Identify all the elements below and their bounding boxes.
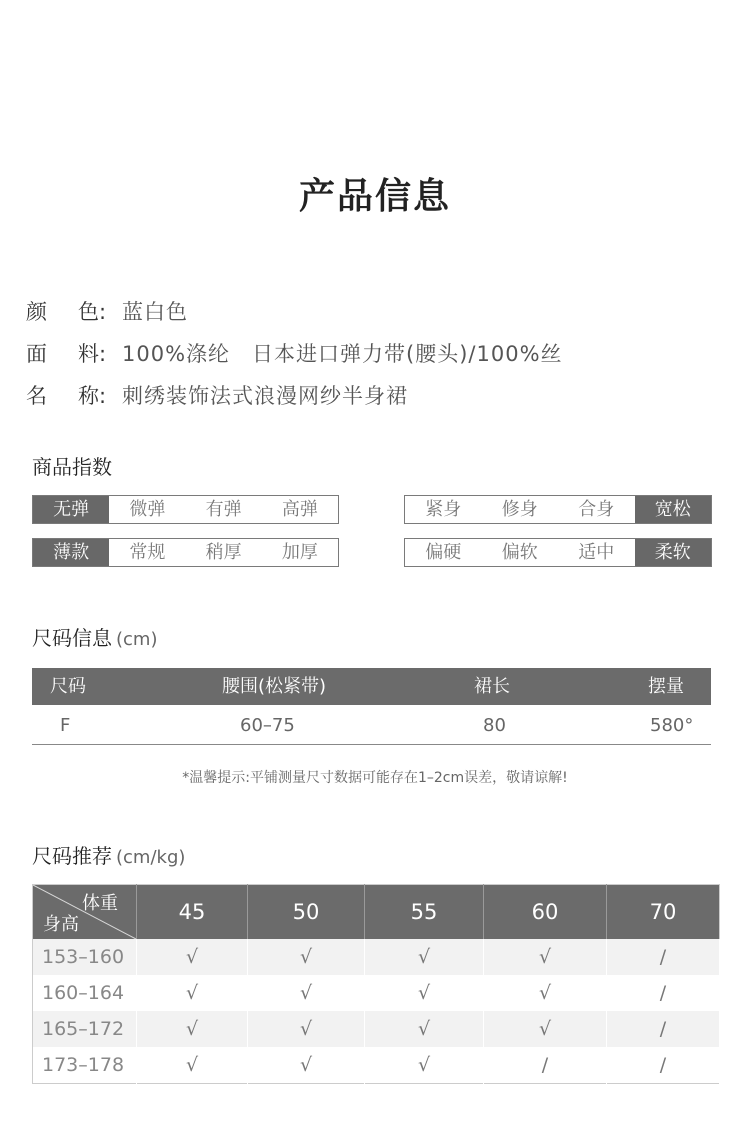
mark-cell: /	[607, 1047, 720, 1084]
size-header-cell: 裙长	[474, 676, 510, 697]
info-value: 蓝白色	[122, 300, 188, 324]
size-table-row	[32, 708, 711, 745]
height-cell: 153–160	[33, 939, 137, 975]
mark-cell: /	[607, 1011, 720, 1047]
index-cell: 宽松	[635, 496, 712, 523]
size-section-title	[32, 622, 157, 651]
fit-scale	[404, 495, 712, 524]
index-cell: 常规	[129, 542, 166, 563]
index-section-title: 商品指数	[32, 455, 112, 479]
index-cell: 偏硬	[425, 542, 462, 563]
index-cell: 有弹	[205, 499, 242, 520]
size-cell: F	[60, 715, 71, 736]
mark-cell: √	[484, 939, 607, 975]
table-row	[33, 939, 720, 975]
info-value: 刺绣装饰法式浪漫网纱半身裙	[122, 384, 408, 408]
mark-cell: √	[137, 975, 248, 1011]
info-label-char: 面	[26, 342, 47, 366]
weight-header: 45	[137, 885, 248, 940]
size-section-unit: (cm)	[116, 629, 158, 650]
mark-cell: √	[137, 1011, 248, 1047]
mark-cell: /	[484, 1047, 607, 1084]
mark-cell: √	[248, 939, 365, 975]
info-label-char: 料	[78, 342, 99, 366]
measurement-note: *温馨提示:平铺测量尺寸数据可能存在1–2cm误差，敬请谅解!	[182, 770, 568, 786]
recommend-section-title	[32, 840, 185, 869]
size-header-cell: 腰围(松紧带)	[222, 676, 327, 697]
page-title: 产品信息	[298, 176, 451, 217]
size-header-cell: 尺码	[50, 676, 86, 697]
mark-cell: /	[607, 939, 720, 975]
recommend-section-label: 尺码推荐	[32, 844, 112, 868]
weight-header: 70	[607, 885, 720, 940]
index-cell: 适中	[578, 542, 615, 563]
info-label-char: 名	[26, 384, 47, 408]
mark-cell: √	[248, 975, 365, 1011]
index-cell: 紧身	[425, 499, 462, 520]
index-cell: 加厚	[281, 542, 318, 563]
mark-cell: √	[365, 939, 484, 975]
weight-label: 体重	[82, 893, 118, 914]
elasticity-scale	[32, 495, 339, 524]
index-cell: 合身	[578, 499, 615, 520]
weight-header: 55	[365, 885, 484, 940]
size-section-label: 尺码信息	[32, 626, 112, 650]
mark-cell: √	[137, 939, 248, 975]
thickness-scale	[32, 538, 339, 567]
size-cell: 80	[483, 715, 506, 736]
size-header-cell: 摆量	[648, 676, 684, 697]
mark-cell: √	[365, 1011, 484, 1047]
mark-cell: √	[137, 1047, 248, 1084]
recommend-section-unit: (cm/kg)	[116, 847, 186, 868]
table-row	[33, 975, 720, 1011]
height-label: 身高	[43, 914, 79, 935]
table-row	[33, 1011, 720, 1047]
info-colon: :	[99, 300, 107, 324]
info-label-char: 颜	[26, 300, 47, 324]
mark-cell: √	[248, 1011, 365, 1047]
size-table-header	[32, 668, 711, 705]
softness-scale	[404, 538, 712, 567]
index-cell: 高弹	[281, 499, 318, 520]
index-cell: 偏软	[501, 542, 538, 563]
info-value: 100%涤纶 日本进口弹力带(腰头)/100%丝	[122, 342, 563, 366]
mark-cell: √	[365, 1047, 484, 1084]
size-cell: 60–75	[240, 715, 295, 736]
table-row	[33, 1047, 720, 1084]
index-cell: 柔软	[635, 539, 712, 566]
height-cell: 165–172	[33, 1011, 137, 1047]
info-colon: :	[99, 342, 107, 366]
height-cell: 173–178	[33, 1047, 137, 1084]
info-color	[26, 297, 188, 327]
info-label-char: 称	[78, 384, 99, 408]
corner-header	[33, 885, 137, 940]
index-cell: 无弹	[33, 496, 109, 523]
index-cell: 薄款	[33, 539, 109, 566]
weight-header: 60	[484, 885, 607, 940]
size-recommendation-table	[32, 884, 720, 1084]
info-name	[26, 381, 408, 411]
mark-cell: √	[484, 975, 607, 1011]
height-cell: 160–164	[33, 975, 137, 1011]
mark-cell: √	[248, 1047, 365, 1084]
size-cell: 580°	[650, 715, 694, 736]
info-colon: :	[99, 384, 107, 408]
index-cell: 修身	[501, 499, 538, 520]
index-cell: 稍厚	[205, 542, 242, 563]
info-label-char: 色	[78, 300, 99, 324]
mark-cell: √	[484, 1011, 607, 1047]
weight-header: 50	[248, 885, 365, 940]
mark-cell: √	[365, 975, 484, 1011]
index-cell: 微弹	[129, 499, 166, 520]
mark-cell: /	[607, 975, 720, 1011]
info-material	[26, 339, 563, 369]
